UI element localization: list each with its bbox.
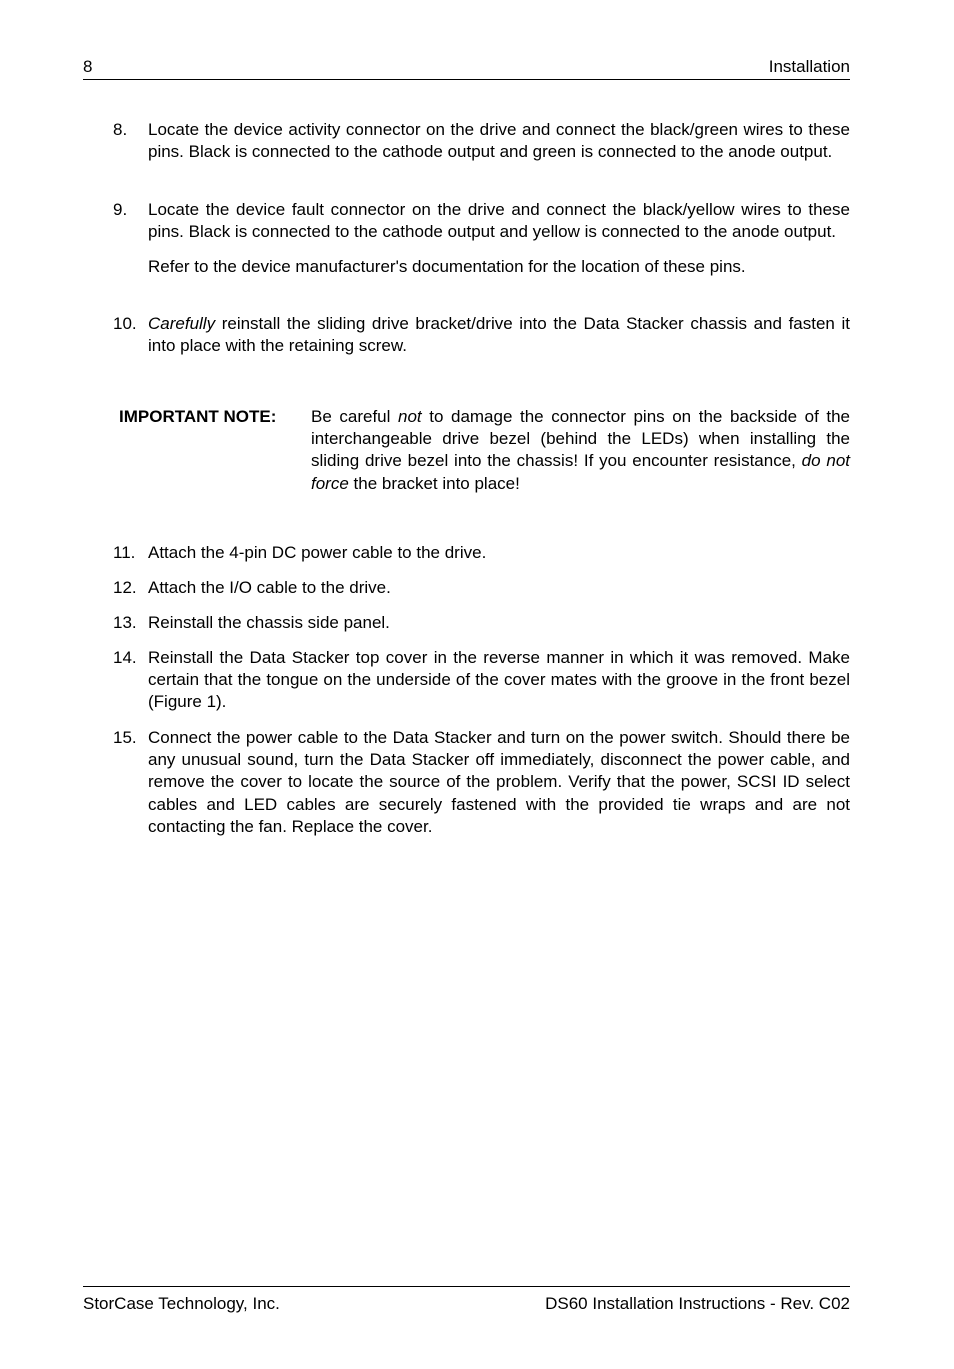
step-number: 15. xyxy=(113,728,137,747)
note-label: IMPORTANT NOTE: xyxy=(119,407,277,426)
note-text: to damage the connector pins on the backside of the interchangeable drive bezel (behind the LEDs) when installing the sliding drive bezel into the chassis! If you encounter resistance, xyxy=(311,407,851,471)
important-note xyxy=(119,406,850,495)
company-name: StorCase Technology, Inc. xyxy=(83,1294,280,1313)
page-header xyxy=(83,57,850,80)
document-title: DS60 Installation Instructions - Rev. C02 xyxy=(545,1294,850,1313)
step-text: Attach the I/O cable to the drive. xyxy=(148,578,391,597)
step-number: 14. xyxy=(113,648,137,667)
step-text: Locate the device activity connector on the drive and connect the black/green wires to these pins. Black is connected to the cathode output and green is connected to the anode output. xyxy=(148,120,850,162)
step-text xyxy=(148,313,850,357)
section-title: Installation xyxy=(768,57,850,76)
step-number: 10. xyxy=(113,314,137,333)
step-note: Refer to the device manufacturer's documentation for the location of these pins. xyxy=(148,256,746,276)
step-number: 11. xyxy=(113,543,136,562)
note-body xyxy=(311,406,850,495)
note-text: Be careful xyxy=(311,407,398,426)
note-emphasis: do not force xyxy=(311,451,850,493)
page-footer xyxy=(83,1286,850,1317)
step-text: Reinstall the chassis side panel. xyxy=(148,613,390,632)
step-9 xyxy=(113,199,850,278)
step-15 xyxy=(113,727,850,838)
step-text: Attach the 4-pin DC power cable to the drive. xyxy=(148,543,487,562)
step-emphasis: Carefully xyxy=(148,314,216,333)
step-text-rest: reinstall the sliding drive bracket/drive into the Data Stacker chassis and fasten it into place with the retaining screw. xyxy=(148,314,850,356)
step-text: Reinstall the Data Stacker top cover in the reverse manner in which it was removed. Make certain that the tongue on the underside of the cover mates with the groove in the front bezel (Figure 1). xyxy=(148,648,850,712)
step-11 xyxy=(113,542,850,564)
step-8 xyxy=(113,119,850,163)
note-text: the bracket into place! xyxy=(348,473,520,493)
step-number: 12. xyxy=(113,578,137,597)
step-10 xyxy=(113,313,850,357)
step-number: 13. xyxy=(113,613,137,632)
step-13 xyxy=(113,612,850,634)
step-text: Locate the device fault connector on the drive and connect the black/yellow wires to these pins. Black is connected to the cathode output and yellow is connected to the anode output. xyxy=(148,200,850,242)
step-number: 9. xyxy=(113,200,128,219)
note-emphasis: not xyxy=(398,407,422,426)
step-14 xyxy=(113,647,850,714)
step-12 xyxy=(113,577,850,599)
step-text: Connect the power cable to the Data Stacker and turn on the power switch. Should there be any unusual sound, turn the Data Stacker off immediately, disconnect the power cable, and remove the cover to locate the source of the problem. Verify that the power, SCSI ID select cables and LED cables are securely fastened with the provided tie wraps and are not contacting the fan. Replace the cover. xyxy=(148,728,850,836)
step-number: 8. xyxy=(113,120,128,139)
page-number: 8 xyxy=(83,57,93,76)
